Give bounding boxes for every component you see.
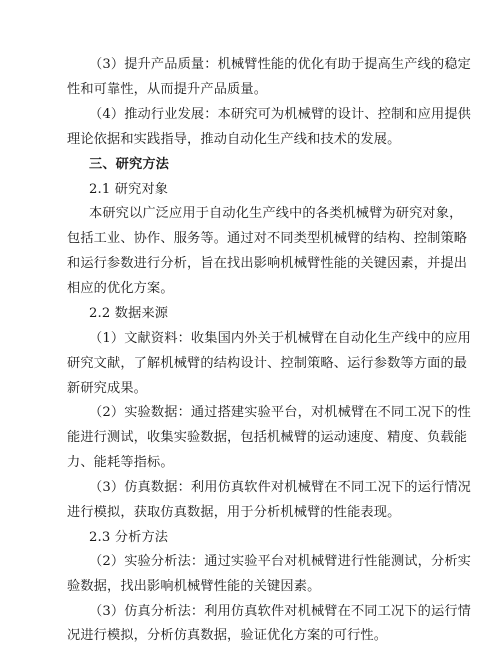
paragraph-industry-line-2: 理论依据和实践指导，推动自动化生产线和技术的发展。: [67, 132, 401, 147]
paragraph-experiment-data-line-3: 力、能耗等指标。: [67, 455, 174, 470]
paragraph-simulation-analysis-line-1: （3）仿真分析法：利用仿真软件对机械臂在不同工况下的运行情: [89, 604, 471, 619]
paragraph-simulation-data-line-2: 进行模拟，获取仿真数据，用于分析机械臂的性能表现。: [67, 505, 401, 520]
paragraph-object-line-2: 包括工业、协作、服务等。通过对不同类型机械臂的结构、控制策略: [67, 231, 468, 246]
paragraph-industry-line-1: （4）推动行业发展：本研究可为机械臂的设计、控制和应用提供: [89, 107, 471, 122]
section-heading-research-methods: 三、研究方法: [89, 157, 170, 172]
paragraph-experiment-analysis-line-2: 验数据，找出影响机械臂性能的关键因素。: [67, 579, 321, 594]
paragraph-literature-line-2: 研究文献，了解机械臂的结构设计、控制策略、运行参数等方面的最: [67, 356, 468, 371]
subsection-heading-data-sources: 2.2 数据来源: [89, 306, 169, 321]
subsection-heading-research-object: 2.1 研究对象: [89, 182, 169, 197]
paragraph-object-line-1: 本研究以广泛应用于自动化生产线中的各类机械臂为研究对象，: [89, 206, 463, 221]
paragraph-simulation-data-line-1: （3）仿真数据：利用仿真软件对机械臂在不同工况下的运行情况: [89, 480, 471, 495]
paragraph-improve-quality-line-1: （3）提升产品质量：机械臂性能的优化有助于提高生产线的稳定: [89, 57, 471, 72]
subsection-heading-analysis-methods: 2.3 分析方法: [89, 530, 169, 545]
paragraph-literature-line-1: （1）文献资料：收集国内外关于机械臂在自动化生产线中的应用: [89, 331, 471, 346]
paragraph-simulation-analysis-line-2: 况进行模拟，分析仿真数据，验证优化方案的可行性。: [67, 628, 388, 643]
paragraph-experiment-analysis-line-1: （2）实验分析法：通过实验平台对机械臂进行性能测试，分析实: [89, 554, 471, 569]
paragraph-literature-line-3: 新研究成果。: [67, 381, 148, 396]
paragraph-experiment-data-line-1: （2）实验数据：通过搭建实验平台，对机械臂在不同工况下的性: [89, 405, 471, 420]
paragraph-improve-quality-line-2: 性和可靠性，从而提升产品质量。: [67, 82, 268, 97]
paragraph-object-line-4: 相应的优化方案。: [67, 281, 174, 296]
paragraph-experiment-data-line-2: 能进行测试，收集实验数据，包括机械臂的运动速度、精度、负载能: [67, 430, 468, 445]
paragraph-object-line-3: 和运行参数进行分析，旨在找出影响机械臂性能的关键因素，并提出: [67, 256, 468, 271]
